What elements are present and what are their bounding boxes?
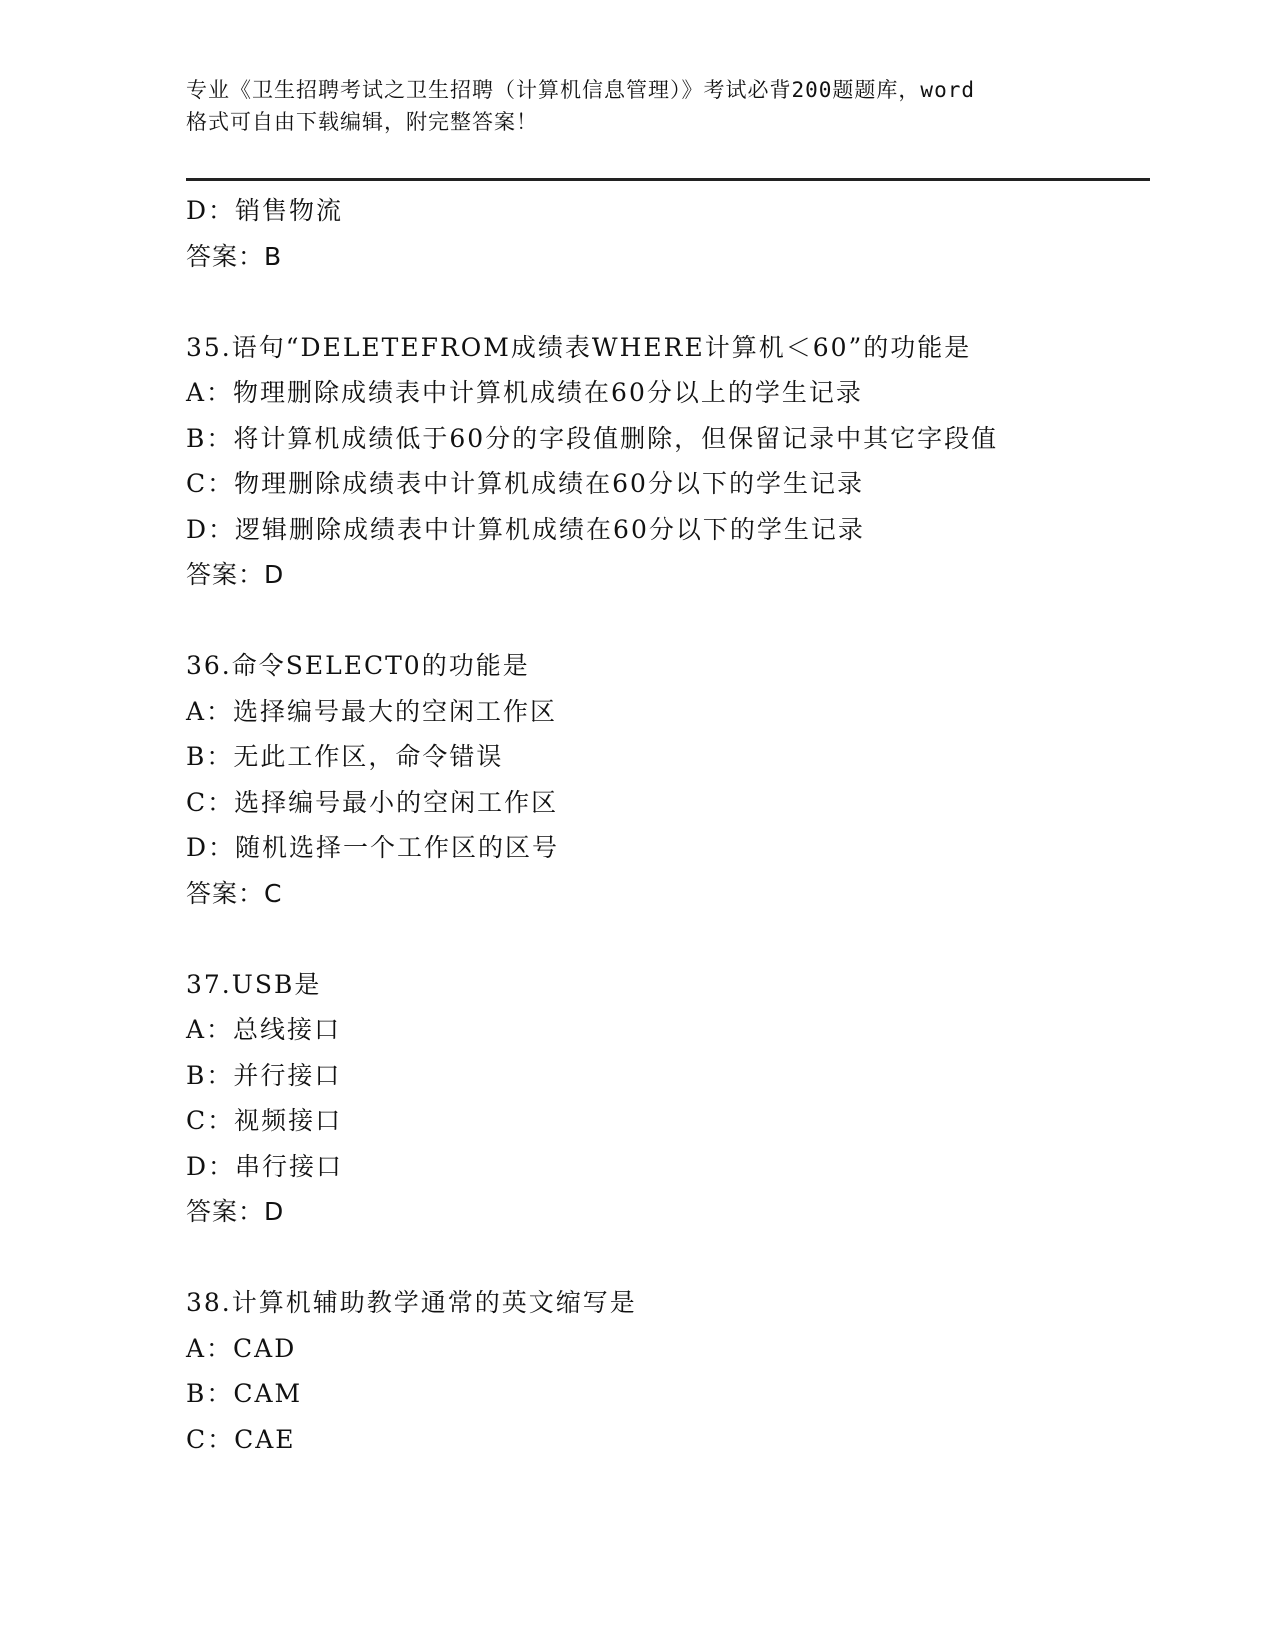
option-a: A：选择编号最大的空闲工作区 — [186, 696, 558, 726]
answer: 答案：D — [186, 560, 285, 589]
option-c: C：选择编号最小的空闲工作区 — [186, 787, 559, 817]
option-a: A：物理删除成绩表中计算机成绩在60分以上的学生记录 — [186, 378, 863, 407]
option-a: A：总线接口 — [186, 1015, 342, 1044]
option-b: B：CAM — [186, 1379, 303, 1408]
option-c: C：视频接口 — [186, 1106, 343, 1135]
question-36 — [186, 643, 1150, 916]
prev-option-d: D：销售物流 — [186, 196, 344, 225]
question-stem: 37.USB是 — [186, 969, 322, 999]
answer: 答案：D — [186, 1197, 285, 1226]
option-c: C：CAE — [186, 1424, 296, 1454]
prev-answer: 答案：B — [186, 241, 283, 271]
question-38 — [186, 1280, 1150, 1462]
option-d: D：随机选择一个工作区的区号 — [186, 833, 560, 862]
spacer — [186, 279, 1150, 325]
question-stem: 36.命令SELECT0的功能是 — [186, 651, 530, 680]
header-line-1: 专业《卫生招聘考试之卫生招聘（计算机信息管理）》考试必背200题题库，word — [186, 78, 975, 102]
option-b: B：并行接口 — [186, 1060, 342, 1090]
question-stem: 38.计算机辅助教学通常的英文缩写是 — [186, 1288, 637, 1317]
option-b: B：将计算机成绩低于60分的字段值删除，但保留记录中其它字段值 — [186, 423, 999, 453]
option-b: B：无此工作区，命令错误 — [186, 742, 504, 771]
option-d: D：逻辑删除成绩表中计算机成绩在60分以下的学生记录 — [186, 514, 865, 544]
option-d: D：串行接口 — [186, 1151, 344, 1181]
answer: 答案：C — [186, 878, 283, 908]
header-divider — [186, 178, 1150, 181]
question-list — [186, 188, 1150, 1462]
option-c: C：物理删除成绩表中计算机成绩在60分以下的学生记录 — [186, 469, 864, 498]
header-line-2: 格式可自由下载编辑，附完整答案！ — [186, 110, 538, 134]
page-header — [186, 74, 1086, 138]
question-35 — [186, 325, 1150, 598]
option-a: A：CAD — [186, 1333, 297, 1363]
question-37 — [186, 962, 1150, 1235]
spacer — [186, 1235, 1150, 1281]
question-stem: 35.语句“DELETEFROM成绩表WHERE计算机＜60”的功能是 — [186, 332, 972, 362]
spacer — [186, 916, 1150, 962]
spacer — [186, 598, 1150, 644]
